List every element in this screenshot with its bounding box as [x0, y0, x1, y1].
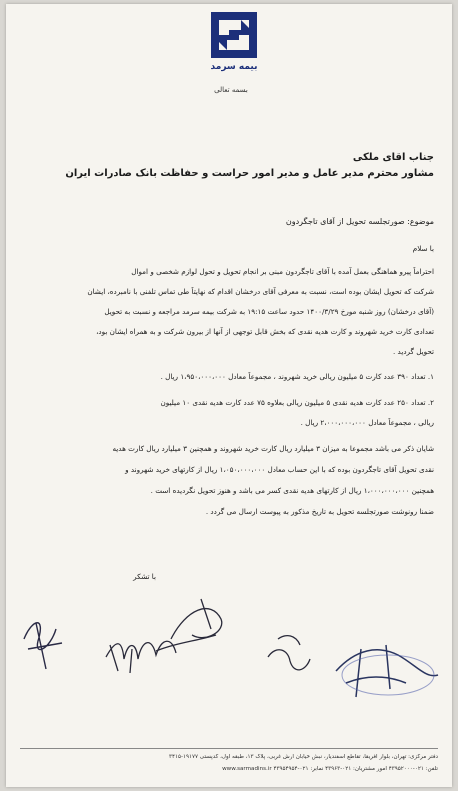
body-line: همچنین ۱،۰۰۰،۰۰۰،۰۰۰ ریال از کارتهای هدیه نقدی کسر می باشد و هنوز تحویل نگردیده است . [150, 486, 434, 495]
list-item-1: ۱. تعداد ۳۹۰ عدد کارت ۵ میلیون ریالی خرید شهروند ، مجموعاً معادل ۱،۹۵۰،۰۰۰،۰۰۰ ریال . [160, 372, 434, 381]
body-line: تعدادی کارت خرید شهروند و کارت هدیه نقدی که بخش قابل توجهی از آنها از بیرون شرکت و به همراه ایشان بود، [96, 327, 434, 336]
body-line: (آقای درخشان) روز شنبه مورخ ۱۴۰۰/۳/۲۹ حدود ساعت ۱۹:۱۵ به شرکت بیمه سرمد مراجعه و نسبت به تحویل [104, 307, 434, 316]
footer-contacts: تلفن: ۰۲۱-۴۳۹۵۲۰۰۰ امور مشتریان: ۰۲۱-۴۳۹۶۳ نمابر: ۰۲۱-۴۳۹۵۴۹۵۴ www.sarmadins.ir [222, 766, 438, 772]
footer-divider [20, 748, 438, 749]
list-item-2: ۲. تعداد ۲۵۰ عدد کارت هدیه نقدی ۵ میلیون ریالی بعلاوه ۷۵ عدد کارت هدیه نقدی ۱۰ میلیون [160, 398, 434, 407]
signature-5 [336, 645, 438, 697]
body-line: نقدی تحویل آقای تاجگردون بوده که با این حساب معادل ۱،۰۵۰،۰۰۰،۰۰۰ ریال از کارتهای خرید شهروند و [125, 465, 434, 474]
body-line: ضمنا رونوشت صورتجلسه تحویل به تاریخ مذکور به پیوست ارسال می گردد . [205, 507, 434, 516]
footer-address: دفتر مرکزی: تهران، بلوار آفریقا، تقاطع اسفندیار، نبش خیابان آرش غربی، پلاک ۱۳، طبقه اول، کدپستی ۱۹۱۷۷-۳۴۱۵ [168, 754, 438, 760]
sarmad-logo [211, 12, 257, 58]
signature-4 [268, 636, 310, 670]
basmala: بسمه تعالی [214, 86, 248, 94]
subject-line: موضوع: صورتجلسه تحویل از آقای تاجگردون [285, 217, 434, 226]
signatures-area [6, 579, 452, 709]
letter-page [6, 4, 452, 787]
recipient-title: مشاور محترم مدیر عامل و مدیر امور حراست و حفاظت بانک صادرات ایران [65, 168, 434, 179]
body-line: احتراماً پیرو هماهنگی بعمل آمده با آقای تاجگردون مبنی بر انجام تحویل و تحول لوازم شخصی و اموال [131, 267, 434, 276]
signature-3 [156, 599, 222, 651]
body-line: شرکت که تحویل ایشان بوده است، نسبت به معرفی آقای درخشان اقدام که نهایتاً طی تماس تلفنی با نامبرده، ایشان [87, 287, 434, 296]
body-line: تحویل گردید . [392, 347, 434, 356]
signature-1 [24, 623, 62, 669]
greeting: با سلام [412, 244, 434, 253]
signature-2 [106, 641, 176, 673]
list-item-2-cont: ریالی ، مجموعاً معادل ۲،۰۰۰،۰۰۰،۰۰۰ ریال . [300, 418, 434, 427]
recipient-name: جناب آقای ملکی [352, 152, 434, 163]
company-name: بیمه سرمد [210, 62, 258, 72]
closing: با تشکر [133, 572, 156, 581]
body-line: شایان ذکر می باشد مجموعا به میزان ۳ میلیارد ریال کارت خرید شهروند و همچنین ۳ میلیارد ریال کارت هدیه [112, 444, 434, 453]
